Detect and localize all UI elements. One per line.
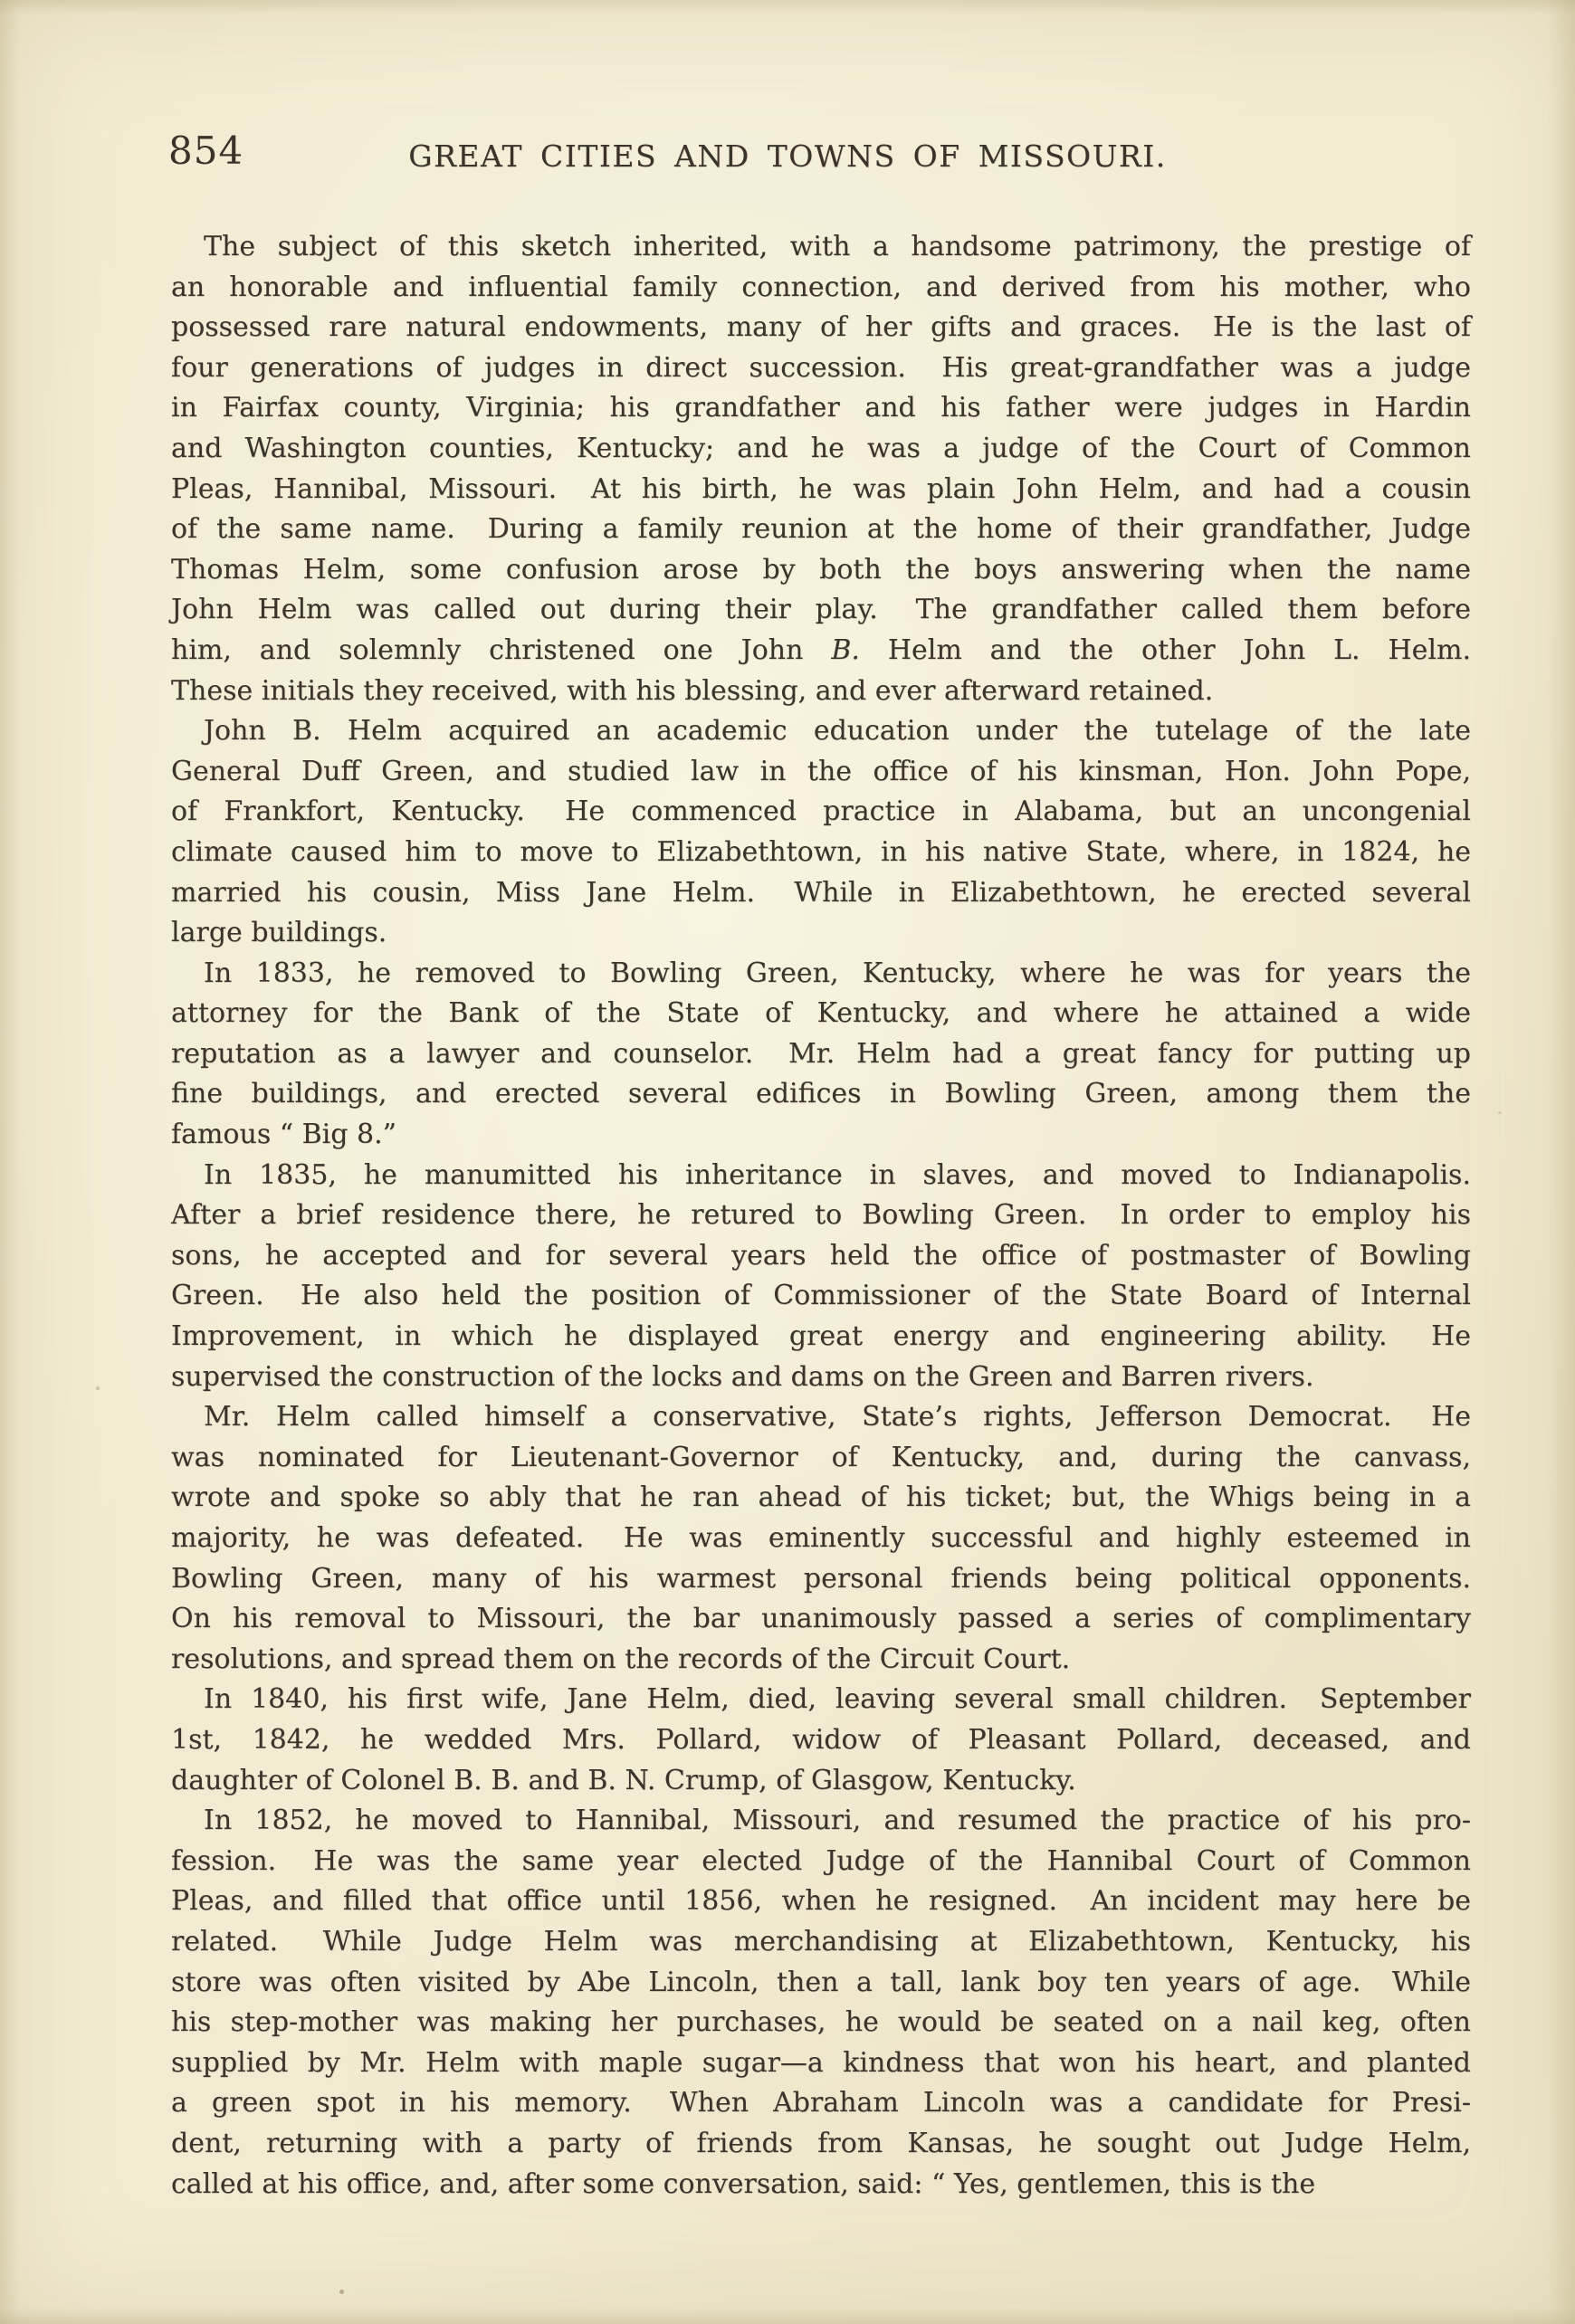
paragraph — [171, 1156, 1471, 1398]
paragraph — [171, 227, 1471, 711]
paper-speck — [339, 2290, 344, 2294]
text-line: attorney for the Bank of the State of Kentucky, and where he attained a wide — [171, 997, 1471, 1030]
text-line: These initials they received, with his blessing, and ever afterward retained. — [171, 674, 1214, 707]
text-line: The subject of this sketch inherited, with a handsome patrimony, the prestige of — [204, 231, 1471, 262]
text-line: related. While Judge Helm was merchandising at Elizabethtown, Kentucky, his — [171, 1925, 1471, 1957]
text-line: In 1840, his first wife, Jane Helm, died, leaving several small children. September — [204, 1683, 1471, 1716]
text-line: called at his office, and, after some conversation, said: “ Yes, gentlemen, this is the — [171, 2167, 1316, 2200]
text-line: supervised the construction of the locks and dams on the Green and Barren rivers. — [171, 1360, 1314, 1393]
text-line: wrote and spoke so ably that he ran ahead of his ticket; but, the Whigs being in a — [171, 1481, 1471, 1514]
text-line: resolutions, and spread them on the records of the Circuit Court. — [171, 1643, 1071, 1675]
text-line: daughter of Colonel B. B. and B. N. Crump, of Glasgow, Kentucky. — [171, 1764, 1076, 1796]
text-line: dent, returning with a party of friends from Kansas, he sought out Judge Helm, — [171, 2127, 1471, 2159]
paper-speck — [96, 1386, 100, 1390]
text-line: four generations of judges in direct succession. His great-grandfather was a judge — [171, 351, 1471, 384]
page-number: 854 — [168, 129, 244, 173]
text-line: Pleas, Hannibal, Missouri. At his birth, he was plain John Helm, and had a cousin — [171, 472, 1471, 505]
text-line: supplied by Mr. Helm with maple sugar—a kindness that won his heart, and planted — [171, 2046, 1471, 2079]
text-line: majority, he was defeated. He was eminently successful and highly esteemed in — [171, 1522, 1471, 1554]
text-line: climate caused him to move to Elizabethtown, in his native State, where, in 1824, he — [171, 835, 1471, 868]
text-line: fine buildings, and erected several edifices in Bowling Green, among them the — [171, 1078, 1471, 1110]
text-line: On his removal to Missouri, the bar unanimously passed a series of complimentary — [171, 1603, 1471, 1635]
text-line: fession. He was the same year elected Judge of the Hannibal Court of Common — [171, 1844, 1471, 1877]
text-line: large buildings. — [171, 917, 387, 949]
text-line: store was often visited by Abe Lincoln, then a tall, lank boy ten years of age. While — [171, 1966, 1471, 1998]
text-line: Thomas Helm, some confusion arose by both the boys answering when the name — [171, 553, 1471, 586]
paragraph — [171, 1397, 1471, 1680]
text-line: Improvement, in which he displayed great energy and engineering ability. He — [171, 1320, 1471, 1353]
text-line: In 1835, he manumitted his inheritance in slaves, and moved to Indianapolis. — [204, 1158, 1471, 1191]
text-line: famous “ Big 8.” — [171, 1119, 396, 1151]
text-line: possessed rare natural endowments, many of her gifts and graces. He is the last of — [171, 311, 1471, 344]
text-line: an honorable and influential family connection, and derived from his mother, who — [171, 271, 1471, 303]
paper-speck — [1498, 1111, 1502, 1114]
page-body — [171, 227, 1471, 2205]
text-line: John Helm was called out during their play. The grandfather called them before — [171, 594, 1471, 626]
text-line: John B. Helm acquired an academic education under the tutelage of the late — [204, 715, 1471, 748]
running-header-title: GREAT CITIES AND TOWNS OF MISSOURI. — [408, 138, 1167, 174]
paragraph — [171, 1680, 1471, 1801]
text-line: Green. He also held the position of Commissioner of the State Board of Internal — [171, 1280, 1471, 1312]
text-line: married his cousin, Miss Jane Helm. While in Elizabethtown, he erected several — [171, 876, 1471, 909]
paragraph — [171, 711, 1471, 954]
text-line: Mr. Helm called himself a conservative, State’s rights, Jefferson Democrat. He — [204, 1401, 1471, 1433]
text-line: and Washington counties, Kentucky; and he was a judge of the Court of Common — [171, 432, 1471, 464]
text-line: In 1833, he removed to Bowling Green, Kentucky, where he was for years the — [204, 957, 1471, 989]
text-line: In 1852, he moved to Hannibal, Missouri, and resumed the practice of his pro- — [204, 1805, 1471, 1837]
text-line: in Fairfax county, Virginia; his grandfather and his father were judges in Hardin — [171, 392, 1471, 424]
paragraph — [171, 954, 1471, 1156]
text-line: After a brief residence there, he retured to Bowling Green. In order to employ his — [171, 1199, 1471, 1232]
text-line: was nominated for Lieutenant-Governor of Kentucky, and, during the canvass, — [171, 1441, 1471, 1473]
text-line: Bowling Green, many of his warmest personal friends being political opponents. — [171, 1562, 1471, 1595]
text-line: Pleas, and filled that office until 1856, when he resigned. An incident may here be — [171, 1885, 1471, 1918]
paragraph — [171, 1801, 1471, 2205]
text-line: sons, he accepted and for several years held the office of postmaster of Bowling — [171, 1239, 1471, 1272]
text-line: his step-mother was making her purchases, he would be seated on a nail keg, often — [171, 2006, 1471, 2039]
text-line: reputation as a lawyer and counselor. Mr. Helm had a great fancy for putting up — [171, 1037, 1471, 1070]
text-line: 1st, 1842, he wedded Mrs. Pollard, widow of Pleasant Pollard, deceased, and — [171, 1723, 1471, 1756]
text-line: a green spot in his memory. When Abraham Lincoln was a candidate for Presi- — [171, 2087, 1471, 2119]
text-line: of the same name. During a family reunion at the home of their grandfather, Judge — [171, 513, 1471, 546]
text-line: General Duff Green, and studied law in the office of his kinsman, Hon. John Pope, — [171, 755, 1471, 787]
text-line: him, and solemnly christened one John B. Helm and the other John L. Helm. — [171, 633, 1471, 666]
text-line: of Frankfort, Kentucky. He commenced practice in Alabama, but an uncongenial — [171, 795, 1471, 828]
